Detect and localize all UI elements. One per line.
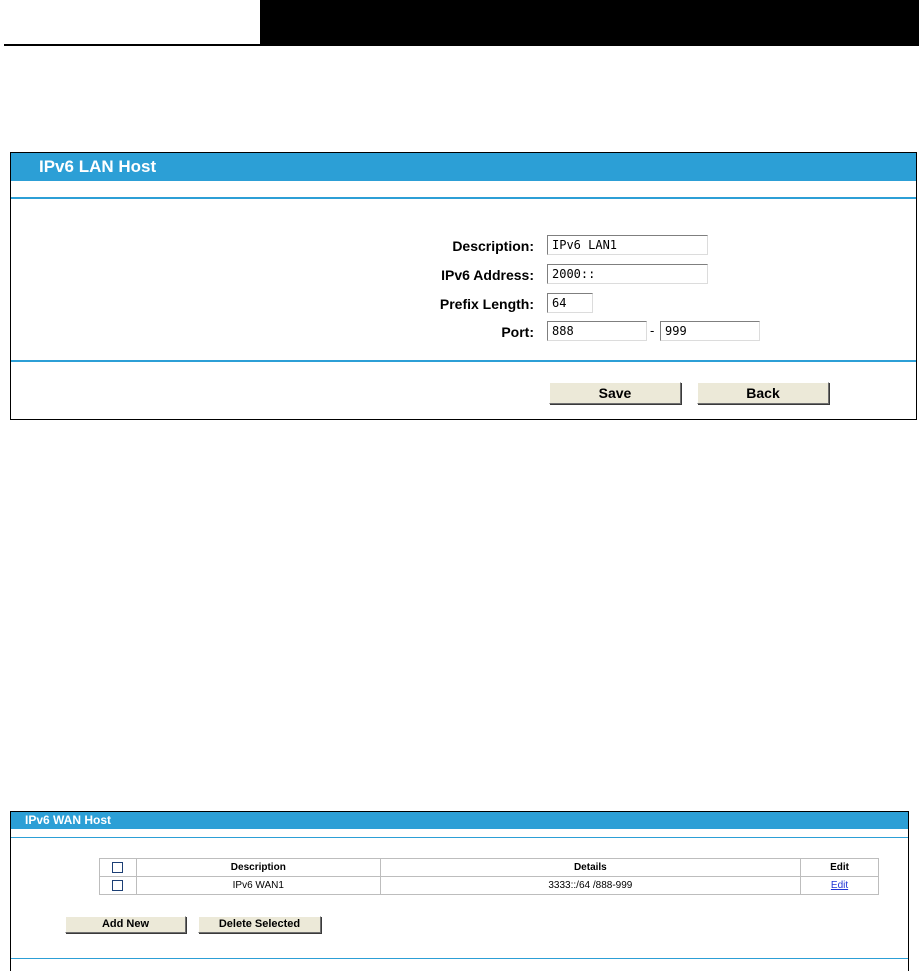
prefix-length-label: Prefix Length: [439, 296, 534, 312]
table-row [100, 877, 879, 895]
port-label: Port: [501, 324, 534, 340]
add-new-button[interactable]: Add New [65, 916, 186, 933]
ipv6-wan-host-panel [10, 811, 909, 971]
description-input[interactable]: IPv6 LAN1 [547, 235, 708, 255]
column-header-description: Description [136, 859, 380, 877]
port-start-input[interactable]: 888 [547, 321, 647, 341]
row-checkbox[interactable] [112, 880, 123, 891]
edit-link[interactable]: Edit [830, 880, 849, 891]
divider [11, 837, 908, 838]
ipv6-address-input[interactable]: 2000:: [547, 264, 708, 284]
prefix-length-input[interactable]: 64 [547, 293, 593, 313]
column-header-edit: Edit [801, 859, 879, 877]
ipv6-lan-host-panel [10, 152, 917, 420]
ipv6-address-row [11, 264, 916, 288]
header-underline [4, 44, 260, 46]
select-all-checkbox[interactable] [112, 862, 123, 873]
divider [11, 197, 916, 199]
description-label: Description: [452, 238, 534, 254]
port-separator: - [650, 323, 655, 338]
select-all-cell [100, 859, 137, 877]
save-button[interactable]: Save [549, 382, 681, 404]
delete-selected-button[interactable]: Delete Selected [198, 916, 321, 933]
row-edit-cell [801, 877, 879, 895]
ipv6-address-label: IPv6 Address: [441, 267, 534, 283]
row-details: 3333::/64 /888-999 [380, 877, 800, 895]
divider [11, 360, 916, 362]
port-end-input[interactable]: 999 [660, 321, 760, 341]
table-header-row [100, 859, 879, 877]
panel-title: IPv6 LAN Host [11, 153, 916, 181]
port-row [11, 321, 916, 345]
wan-host-table [99, 858, 879, 895]
column-header-details: Details [380, 859, 800, 877]
panel-title: IPv6 WAN Host [11, 812, 908, 829]
prefix-length-row [11, 293, 916, 317]
divider [11, 958, 908, 959]
row-description: IPv6 WAN1 [136, 877, 380, 895]
row-select-cell [100, 877, 137, 895]
header-bar [260, 0, 919, 46]
description-row [11, 235, 916, 259]
back-button[interactable]: Back [697, 382, 829, 404]
